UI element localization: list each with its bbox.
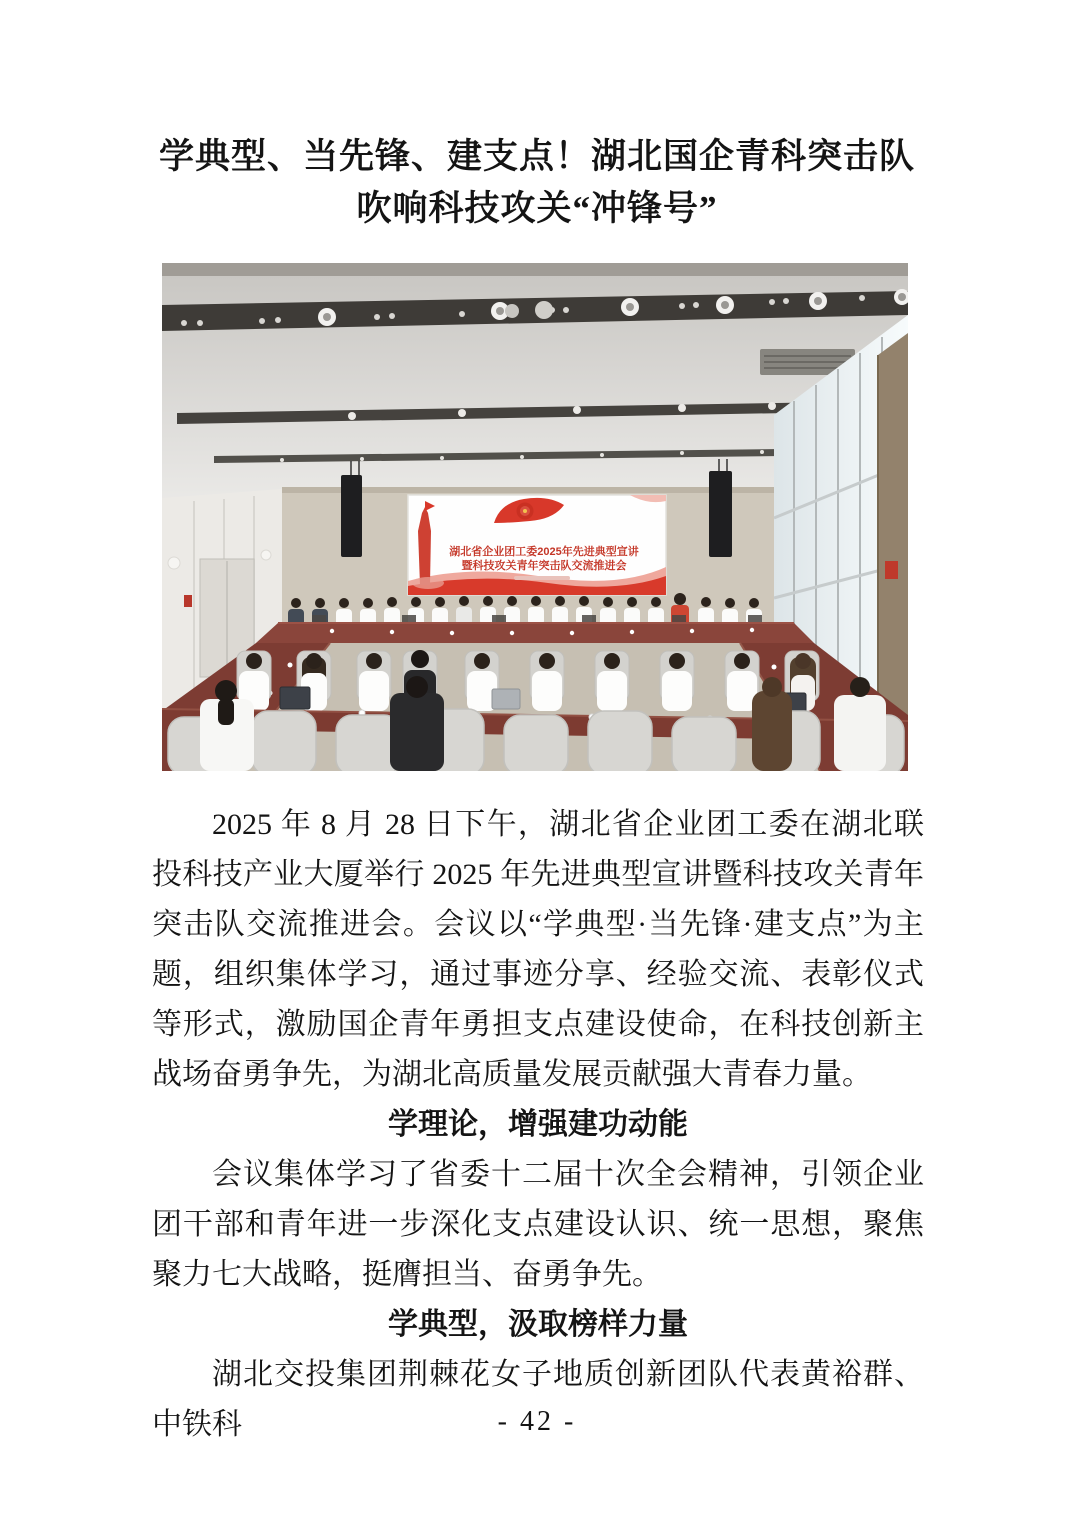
- article-title: [0, 131, 1074, 235]
- paragraph-1: 2025 年 8 月 28 日下午，湖北省企业团工委在湖北联投科技产业大厦举行 2025 年先进典型宣讲暨科技攻关青年突击队交流推进会。会议以“学典型·当先锋·建支点”为主题，组织集体学习，通过事迹分享、经验交流、表彰仪式等形式，激励国企青年勇担支点建设使命，在科技创新主战场奋勇争先，为湖北高质量发展贡献强大青春力量。: [152, 808, 924, 1091]
- screen-title-line1: 湖北省企业团工委2025年先进典型宣讲: [449, 546, 639, 558]
- article-title-line1: 学典型、当先锋、建支点！湖北国企青科突击队: [158, 137, 915, 176]
- fire-alarm-box: [184, 595, 192, 607]
- paragraph-2: 会议集体学习了省委十二届十次全会精神，引领企业团干部和青年进一步深化支点建设认识、统一思想，聚焦聚力七大战略，挺膺担当、奋勇争先。: [152, 1158, 924, 1291]
- article-title-line2: 吹响科技攻关“冲锋号”: [356, 189, 718, 228]
- speaker-right: [709, 459, 732, 557]
- wood-pillar: [878, 333, 908, 733]
- article-body: [152, 800, 924, 1450]
- led-screen: [408, 495, 666, 595]
- front-row-chairs: [168, 709, 904, 771]
- screen-title-line2: 暨科技攻关青年突击队交流推进会: [461, 560, 627, 572]
- subhead-role-models: 学典型，汲取榜样力量: [388, 1308, 688, 1341]
- paragraph-3: 湖北交投集团荆棘花女子地质创新团队代表黄裕群、中铁科: [152, 1358, 924, 1441]
- subhead-theory: 学理论，增强建功动能: [388, 1108, 688, 1141]
- page-number: - 42 -: [497, 1406, 577, 1437]
- conference-room-scene: [162, 263, 908, 771]
- meeting-photo: [162, 263, 908, 771]
- fire-hydrant-sign: [885, 561, 898, 579]
- speaker-left: [341, 461, 362, 557]
